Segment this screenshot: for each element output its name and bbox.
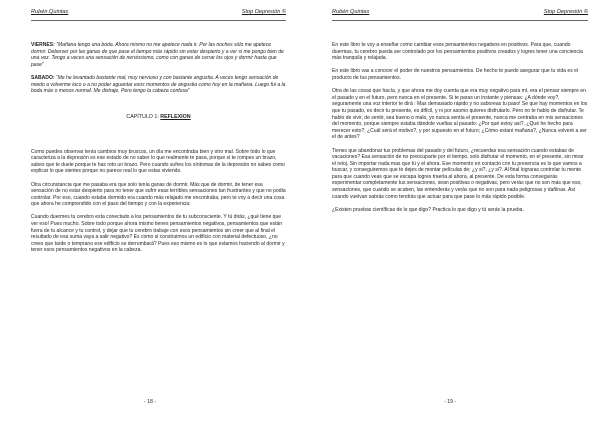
diary-entry <box>31 42 286 68</box>
header-author: Rubén Quintas <box>31 9 69 15</box>
paragraph: Como puedes observar tenía cambios muy bruscos, un día me encontraba bien y otro mal. Sobre todo lo que caracteriza a la depresión es ese estado de no saber lo que realmente te pasa, porque si te rompes un brazo, sabes que te duele porque te has roto un brazo. Pero cuando sufres los síntomas de la depresión no sabes como explicar lo que sientes porque no parece real lo que estas viviendo. <box>31 148 285 175</box>
diary-text: “Mañana tengo una boda. Ahora mismo no me apetece nada ir. Por las noches sólo me apetece dormir. Deberser por las ganas de que pase el tiempo más rápido sin estar despierto y a ver si me pongo bien de una vez. Tengo a veces una sensación de nerviosismo, como con ganas de cerrar los ojos y dormir hasta que pase” <box>31 42 284 68</box>
paragraph: En este libro vas a conocer el poder de nuestros pensamientos. De hecho te puedo asegurar que tu vida es el producto de tus pensamientos. <box>332 68 579 81</box>
page-number: - 18 - <box>143 399 157 405</box>
header-title: Stop Depresión © <box>241 9 286 15</box>
page-header <box>31 9 286 21</box>
paragraph: Cuando duermes tu cerebro esta conectado a los pensamientos de tu subconsciente. Y tú dirás, ¿qué tiene que ver eso! Pues mucho. Sobre todo porque ahora mismo tienes pensamientos negativos, pensamientos que están fuera de tu alcance y tu control, y dejar que tu cerebro trabaje con esos pensamientos sin creer que al final el resultado de esa suma vaya a salir negativo? Es como si construimos un edificio con material defectuoso, ¿no crees que tarde o temprano ese edificio se derrumbará? Pues eso mismo es lo que estamos haciendo al dormir y tener esos pensamientos negativos en la cabeza. <box>31 214 285 254</box>
header-author: Rubén Quintas <box>332 9 370 15</box>
paragraph: En este libro te voy a enseñar como cambiar esos pensamientos negativos en positivos. Para que, cuando duermas, tu cerebro pueda ser controlado por los pensamientos positivos creados y logres tener una conciencia más tranquila y relajada. <box>332 42 583 62</box>
page-header <box>332 9 588 21</box>
paragraph: Tienes que abandonar tus problemas del pasado y del futuro, ¿recuerdas esa sensación cuando estabas de vacaciones? Esa sensación de no preocuparte por el tiempo, solo disfrutar el momento, en el presente, sin mirar el reloj. Sin importar nada mas que tú y el ahora. Ese momento en contacto con tu presencia es lo que vamos a buscar, y conseguiremos que te dejes de montar películas de; ¿y si?, ¿y si?. Al final lograras controlar tu mente para que cuando veas que se escapa logres traerla al ahora, al presente. De esta forma conseguirás experimentar completamente tus sensaciones, sean positivas o negativas, pero verás que no son más que eso, sensaciones, que cuando se acaben, las entenderás y verás que no son para nada peligrosas y dañinas. Así cuando vuelvan sabrás como tendrás que actuar para que pase lo más rápido posible. <box>332 147 584 200</box>
page-body <box>332 42 588 220</box>
right-page <box>300 0 600 424</box>
page-number: - 19 - <box>443 399 457 405</box>
paragraph: Otra de las cosas que hacía, y que ahora me doy cuenta que era muy negativo para mí, era el pensar siempre en el pasado y en el futuro, pero nunca en el presente. Si te paras un instante y piensas: ¿A dónde voy?, seguramente una voz interior te dirá : Mas demasiado rápido y no saboreas tu paso! Se que hay momentos en los que tu pasado, es decir tu presente, es difícil, y ni por asomo quieres disfrutarlo. Pero no te hablo de disfrutar. Te hablo de vivir, de sentir, sea bueno o malo, yo nunca sentía el presente, nunca me centraba en mis sensaciones del momento, porque siempre estaba dándole vueltas al pasado: ¿Por qué estoy así?, ¿Qué he hecho para merecer esto?, ¿Cuál será el motivo?, y por supuesto en el futuro; ¿Cómo estaré mañana?, ¿Nunca volveré a ser el de antes? <box>332 88 588 141</box>
diary-day-label: SABADO: <box>31 74 55 81</box>
page-body <box>31 42 286 261</box>
chapter-name: REFLEXION <box>160 113 191 120</box>
chapter-prefix: CAPÍTULO 1: <box>126 113 161 120</box>
header-title: Stop Depresión © <box>543 9 588 15</box>
diary-text: “Me he levantado bastante mal, muy nervioso y con bastante angustia. A veces tengo sensación de miedo a volverme loco o a no poder aguantar esos momentos de angustia como hoy en la mañana. Luego fui a la boda más o menos normal. Me distraje. Pero tengo la cabeza confusa” <box>31 74 286 95</box>
diary-entry <box>31 75 286 95</box>
diary-day-label: VIERNES: <box>31 42 55 48</box>
paragraph: Otra circunstancia que me pasaba era que solo tenía ganas de dormir. Más que de dormir, de tener esa sensación de no estar despierto para no tener que sufrir esas terribles sensaciones tan frustrantes y que no podía controlar. Por eso, cuando estaba dormido era cuando más relajado me encontraba, pero te voy a decir una cosa que ahora he comprendido con el paso del tiempo y con la experiencia: <box>31 181 286 208</box>
paragraph: ¿Existen pruebas científicas de lo que digo? Practica lo que digo y tú serás la prueba. <box>332 206 524 213</box>
chapter-heading <box>31 114 286 121</box>
